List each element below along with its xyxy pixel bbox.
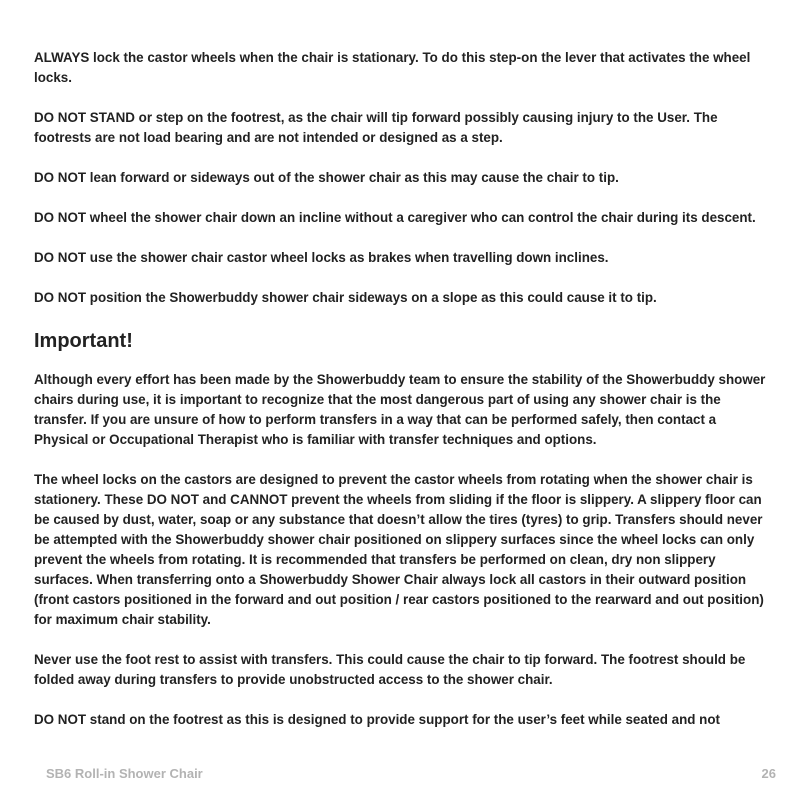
warning-slope: DO NOT position the Showerbuddy shower chair sideways on a slope as this could cause it to tip. [34, 290, 657, 305]
important-heading: Important! [34, 330, 133, 352]
important-paragraph-transfer: Although every effort has been made by the Showerbuddy team to ensure the stability of the Showerbuddy shower chairs during use, it is important to recognize that the most dangerous part of using any shower chair is the transfer. If you are unsure of how to perform transfers in a way that can be performed safely, then contact a Physical or Occupational Therapist who is familiar with transfer techniques and options. [34, 372, 766, 447]
important-paragraph-wheel-locks: The wheel locks on the castors are designed to prevent the castor wheels from rotating when the shower chair is stationery. These DO NOT and CANNOT prevent the wheels from sliding if the floor is slippery. A slippery floor can be caused by dust, water, soap or any substance that doesn’t allow the tires (tyres) to grip. Transfers should never be attempted with the Showerbuddy shower chair positioned on slippery surfaces since the wheel locks can only prevent the wheels from rotating. It is recommended that transfers be performed on clean, dry non slippery surfaces. When transferring onto a Showerbuddy Shower Chair always lock all castors in their outward position (front castors positioned in the forward and out position / rear castors positioned to the rearward and out position) for maximum chair stability. [34, 472, 764, 627]
footer-document-title: SB6 Roll-in Shower Chair [46, 766, 203, 781]
important-paragraph-foot-rest: Never use the foot rest to assist with transfers. This could cause the chair to tip forward. The footrest should be folded away during transfers to provide unobstructed access to the shower chair. [34, 652, 746, 687]
warning-brakes: DO NOT use the shower chair castor wheel locks as brakes when travelling down inclines. [34, 250, 609, 265]
important-paragraph-footrest-stand: DO NOT stand on the footrest as this is designed to provide support for the user’s feet while seated and not [34, 712, 720, 727]
footer-page-number: 26 [761, 766, 776, 781]
warning-footrest-stand: DO NOT STAND or step on the footrest, as the chair will tip forward possibly causing injury to the User. The footrests are not load bearing and are not intended or designed as a step. [34, 110, 718, 145]
warning-lean: DO NOT lean forward or sideways out of the shower chair as this may cause the chair to tip. [34, 170, 619, 185]
warning-incline: DO NOT wheel the shower chair down an incline without a caregiver who can control the chair during its descent. [34, 210, 756, 225]
page-footer [46, 766, 776, 784]
page-content [34, 48, 766, 750]
warning-castor-locks: ALWAYS lock the castor wheels when the chair is stationary. To do this step-on the lever that activates the wheel locks. [34, 50, 751, 85]
